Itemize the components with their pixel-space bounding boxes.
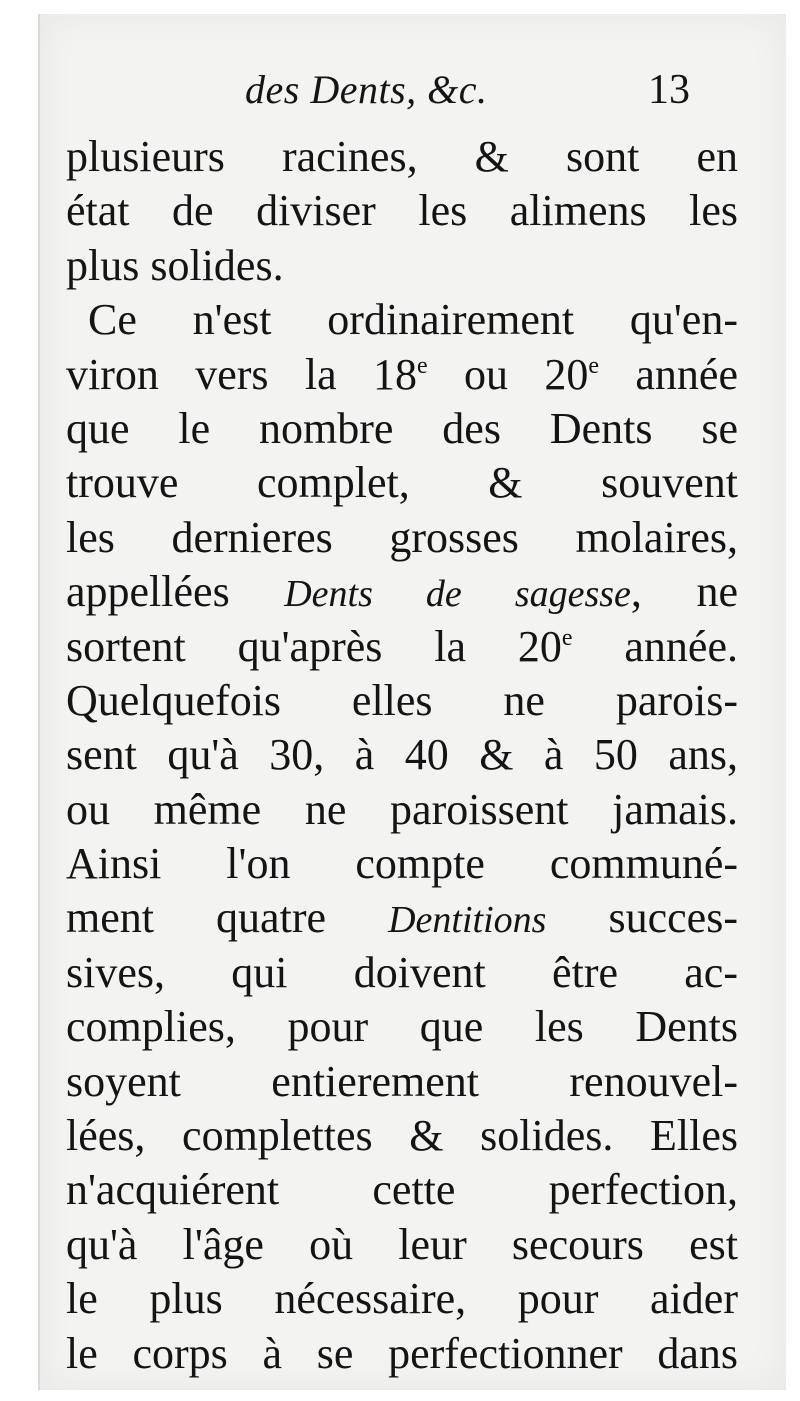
text-line: le plus nécessaire, pour aider — [66, 1274, 738, 1324]
running-title: des Dents, &c. — [245, 67, 488, 112]
superscript: e — [561, 624, 573, 651]
text-line — [66, 891, 738, 945]
text-line: les dernieres grosses molaires, — [66, 512, 738, 562]
paragraph-start-line: Ce n'est ordinairement qu'en- — [88, 295, 738, 345]
text-line: que le nombre des Dents se — [66, 403, 738, 453]
text-span: appellées — [66, 567, 285, 617]
text-span: année — [599, 349, 738, 399]
text-span: année. — [572, 621, 738, 671]
text-line: sives, qui doivent être ac- — [66, 947, 738, 997]
text-span: sortent qu'après la 20 — [66, 621, 562, 671]
text-line: le corps à se perfectionner dans — [66, 1328, 738, 1378]
text-line: lées, complettes & solides. Elles — [66, 1111, 738, 1161]
text-line: complies, pour que les Dents — [66, 1002, 738, 1052]
page-header — [40, 66, 786, 126]
book-page — [38, 14, 786, 1390]
superscript: e — [588, 352, 600, 379]
italic-term: Dentitions — [388, 899, 547, 942]
text-line — [66, 348, 738, 402]
text-line — [66, 565, 738, 619]
page-number: 13 — [648, 67, 690, 113]
text-line: n'acquiérent cette perfection, — [66, 1165, 738, 1215]
text-line: Quelquefois elles ne parois- — [66, 675, 738, 725]
superscript: e — [417, 352, 428, 379]
text-line: plusieurs racines, & sont en — [66, 132, 738, 181]
text-line: soyent entierement renouvel- — [66, 1056, 738, 1106]
text-line: Ainsi l'on compte communé- — [66, 839, 738, 889]
text-line: trouve complet, & souvent — [66, 458, 738, 508]
text-line: ou même ne paroissent jamais. — [66, 784, 738, 834]
text-line: sent qu'à 30, à 40 & à 50 ans, — [66, 730, 738, 780]
text-span: succes- — [546, 893, 738, 943]
text-line: qu'à l'âge où leur secours est — [66, 1219, 738, 1269]
text-span: ment quatre — [66, 893, 389, 943]
text-span: viron vers la 18 — [66, 349, 418, 399]
text-line: plus solides. — [66, 240, 284, 290]
text-line: état de diviser les alimens les — [66, 186, 738, 236]
text-span: , ne — [630, 567, 738, 617]
body-text — [66, 130, 738, 1381]
italic-term: Dents de sagesse — [284, 573, 631, 616]
text-span: ou 20 — [427, 349, 589, 399]
text-line — [66, 620, 738, 674]
